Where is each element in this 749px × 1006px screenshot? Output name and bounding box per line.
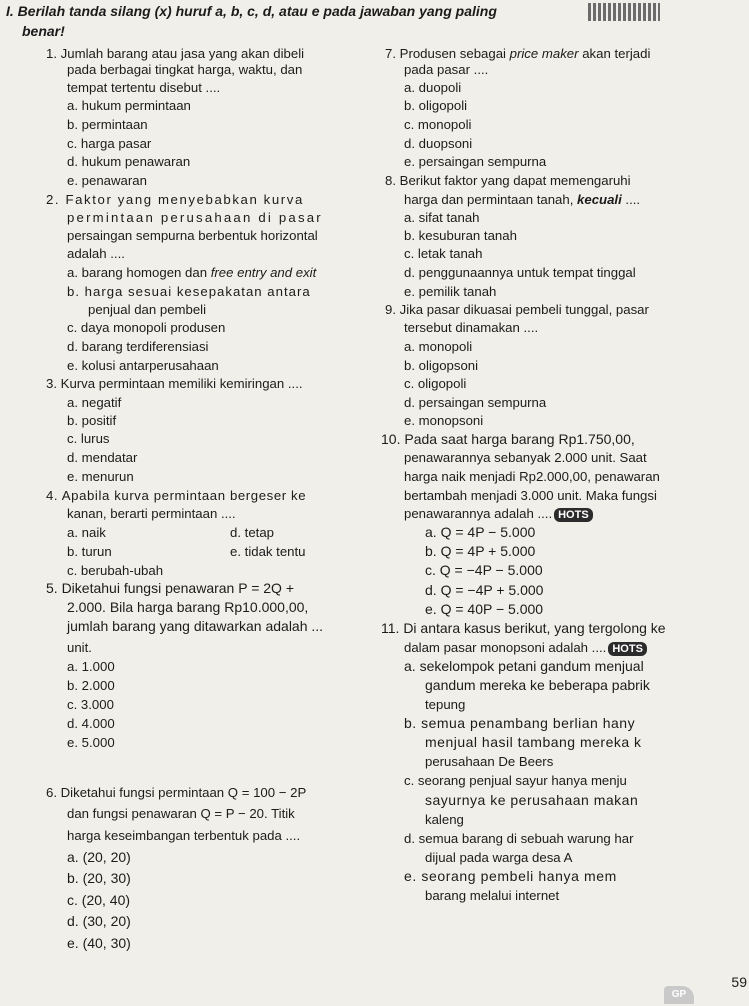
- question-text: 5. Diketahui fungsi penawaran P = 2Q +: [46, 580, 295, 596]
- question-text: 2. Faktor yang menyebabkan kurva: [46, 192, 304, 207]
- option-c[interactable]: c. monopoli: [404, 117, 472, 132]
- option-c[interactable]: c. berubah-ubah: [67, 563, 164, 578]
- question-text-part: 7. Produsen sebagai: [385, 46, 510, 61]
- question-text: [404, 640, 647, 656]
- question-text: harga naik menjadi Rp2.000,00, penawaran: [404, 469, 660, 484]
- question-text: [385, 46, 650, 61]
- page-number: 59: [731, 974, 747, 990]
- question-text: [404, 506, 593, 522]
- option-d[interactable]: d. hukum penawaran: [67, 154, 191, 169]
- option-c[interactable]: c. harga pasar: [67, 136, 152, 151]
- question-text: 6. Diketahui fungsi permintaan Q = 100 − 2P: [46, 785, 307, 800]
- option-e[interactable]: e. menurun: [67, 469, 134, 484]
- option-a[interactable]: a. monopoli: [404, 339, 473, 354]
- option-c[interactable]: c. daya monopoli produsen: [67, 320, 226, 335]
- option-a[interactable]: a. hukum permintaan: [67, 98, 191, 113]
- option-b[interactable]: b. oligopsoni: [404, 358, 479, 373]
- qr-code: [588, 3, 660, 21]
- option-text: a. barang homogen dan: [67, 265, 211, 280]
- option-e[interactable]: e. (40, 30): [67, 935, 131, 951]
- option-d[interactable]: d. persaingan sempurna: [404, 395, 547, 410]
- question-text-part: akan terjadi: [578, 46, 651, 61]
- option-b[interactable]: b. positif: [67, 413, 117, 428]
- option-e[interactable]: e. Q = 40P − 5.000: [425, 601, 544, 617]
- option-b[interactable]: b. oligopoli: [404, 98, 468, 113]
- option-b[interactable]: b. 2.000: [67, 678, 115, 693]
- question-text: [404, 192, 640, 207]
- option-d[interactable]: d. duopsoni: [404, 136, 473, 151]
- option-a[interactable]: a. negatif: [67, 395, 122, 410]
- question-text: tersebut dinamakan ....: [404, 320, 539, 335]
- question-text: pada pasar ....: [404, 62, 489, 77]
- option-c-cont: sayurnya ke perusahaan makan: [425, 792, 639, 808]
- question-text: 2.000. Bila harga barang Rp10.000,00,: [67, 599, 309, 615]
- option-a[interactable]: a. sekelompok petani gandum menjual: [404, 658, 644, 674]
- option-d-cont: dijual pada warga desa A: [425, 850, 573, 865]
- question-text-part: ....: [621, 192, 641, 207]
- question-text: permintaan perusahaan di pasar: [67, 210, 323, 225]
- option-a[interactable]: a. (20, 20): [67, 849, 131, 865]
- question-text: 3. Kurva permintaan memiliki kemiringan ....: [46, 376, 303, 391]
- question-text: persaingan sempurna berbentuk horizontal: [67, 228, 318, 243]
- question-text: tempat tertentu disebut ....: [67, 80, 221, 95]
- question-text: bertambah menjadi 3.000 unit. Maka fungsi: [404, 488, 657, 503]
- option-d[interactable]: d. 4.000: [67, 716, 115, 731]
- option-e[interactable]: e. kolusi antarperusahaan: [67, 358, 219, 373]
- question-text-italic: price maker: [509, 46, 579, 61]
- option-text-italic: free entry and exit: [210, 265, 317, 280]
- question-text: unit.: [67, 640, 92, 655]
- question-text-part: penawarannya adalah ....: [404, 506, 553, 521]
- question-text: harga keseimbangan terbentuk pada ....: [67, 828, 301, 843]
- option-d[interactable]: d. penggunaannya untuk tempat tinggal: [404, 265, 636, 280]
- question-text: dan fungsi penawaran Q = P − 20. Titik: [67, 806, 295, 821]
- option-c[interactable]: c. (20, 40): [67, 892, 131, 908]
- option-a[interactable]: a. naik: [67, 525, 106, 540]
- option-a-cont: tepung: [425, 697, 466, 712]
- option-b-cont: perusahaan De Beers: [425, 754, 554, 769]
- option-b[interactable]: b. Q = 4P + 5.000: [425, 543, 536, 559]
- question-text: 1. Jumlah barang atau jasa yang akan dibeli: [46, 46, 305, 61]
- option-d[interactable]: d. tetap: [230, 525, 274, 540]
- option-e[interactable]: e. pemilik tanah: [404, 284, 497, 299]
- option-c[interactable]: c. 3.000: [67, 697, 114, 712]
- option-b[interactable]: b. harga sesuai kesepakatan antara: [67, 284, 311, 299]
- option-a[interactable]: a. 1.000: [67, 659, 115, 674]
- option-a[interactable]: a. duopoli: [404, 80, 462, 95]
- option-c[interactable]: c. oligopoli: [404, 376, 467, 391]
- instruction-line: benar!: [22, 23, 65, 39]
- question-text: adalah ....: [67, 246, 125, 261]
- option-c[interactable]: c. seorang penjual sayur hanya menju: [404, 773, 627, 788]
- question-text-part: harga dan permintaan tanah,: [404, 192, 578, 207]
- option-d[interactable]: d. (30, 20): [67, 913, 131, 929]
- option-c-cont: kaleng: [425, 812, 464, 827]
- option-a[interactable]: [67, 265, 316, 280]
- question-text: kanan, berarti permintaan ....: [67, 506, 236, 521]
- question-text: jumlah barang yang ditawarkan adalah ...: [67, 618, 324, 634]
- option-b[interactable]: b. kesuburan tanah: [404, 228, 517, 243]
- option-b-cont: penjual dan pembeli: [88, 302, 207, 317]
- option-c[interactable]: c. Q = −4P − 5.000: [425, 562, 543, 578]
- option-e[interactable]: e. monopsoni: [404, 413, 484, 428]
- question-text: 10. Pada saat harga barang Rp1.750,00,: [381, 431, 635, 447]
- publisher-logo: GP: [664, 986, 694, 1004]
- option-d[interactable]: d. mendatar: [67, 450, 138, 465]
- option-b[interactable]: b. permintaan: [67, 117, 148, 132]
- question-text-part: dalam pasar monopsoni adalah ....: [404, 640, 607, 655]
- option-b[interactable]: b. (20, 30): [67, 870, 131, 886]
- question-text: 4. Apabila kurva permintaan bergeser ke: [46, 488, 307, 503]
- option-e[interactable]: e. seorang pembeli hanya mem: [404, 868, 617, 884]
- option-e-cont: barang melalui internet: [425, 888, 560, 903]
- option-a[interactable]: a. Q = 4P − 5.000: [425, 524, 536, 540]
- question-text: pada berbagai tingkat harga, waktu, dan: [67, 62, 303, 77]
- option-b[interactable]: b. turun: [67, 544, 112, 559]
- option-e[interactable]: e. penawaran: [67, 173, 147, 188]
- option-d[interactable]: d. semua barang di sebuah warung har: [404, 831, 634, 846]
- option-e[interactable]: e. persaingan sempurna: [404, 154, 547, 169]
- option-a[interactable]: a. sifat tanah: [404, 210, 480, 225]
- question-text: penawarannya sebanyak 2.000 unit. Saat: [404, 450, 647, 465]
- option-c[interactable]: c. letak tanah: [404, 246, 483, 261]
- hots-badge: HOTS: [608, 642, 647, 656]
- option-e[interactable]: e. tidak tentu: [230, 544, 306, 559]
- option-c[interactable]: c. lurus: [67, 431, 110, 446]
- option-d[interactable]: d. Q = −4P + 5.000: [425, 582, 544, 598]
- option-a-cont: gandum mereka ke beberapa pabrik: [425, 677, 650, 693]
- question-text-italic: kecuali: [577, 192, 622, 207]
- question-text: 11. Di antara kasus berikut, yang tergolong ke: [381, 620, 666, 636]
- instruction-line: I. Berilah tanda silang (x) huruf a, b, c, d, atau e pada jawaban yang paling: [6, 3, 497, 19]
- option-e[interactable]: e. 5.000: [67, 735, 115, 750]
- question-text: 9. Jika pasar dikuasai pembeli tunggal, pasar: [385, 302, 649, 317]
- option-d[interactable]: d. barang terdiferensiasi: [67, 339, 209, 354]
- question-text: 8. Berikut faktor yang dapat memengaruhi: [385, 173, 631, 188]
- option-b-cont: menjual hasil tambang mereka k: [425, 734, 642, 750]
- hots-badge: HOTS: [554, 508, 593, 522]
- option-b[interactable]: b. semua penambang berlian hany: [404, 715, 636, 731]
